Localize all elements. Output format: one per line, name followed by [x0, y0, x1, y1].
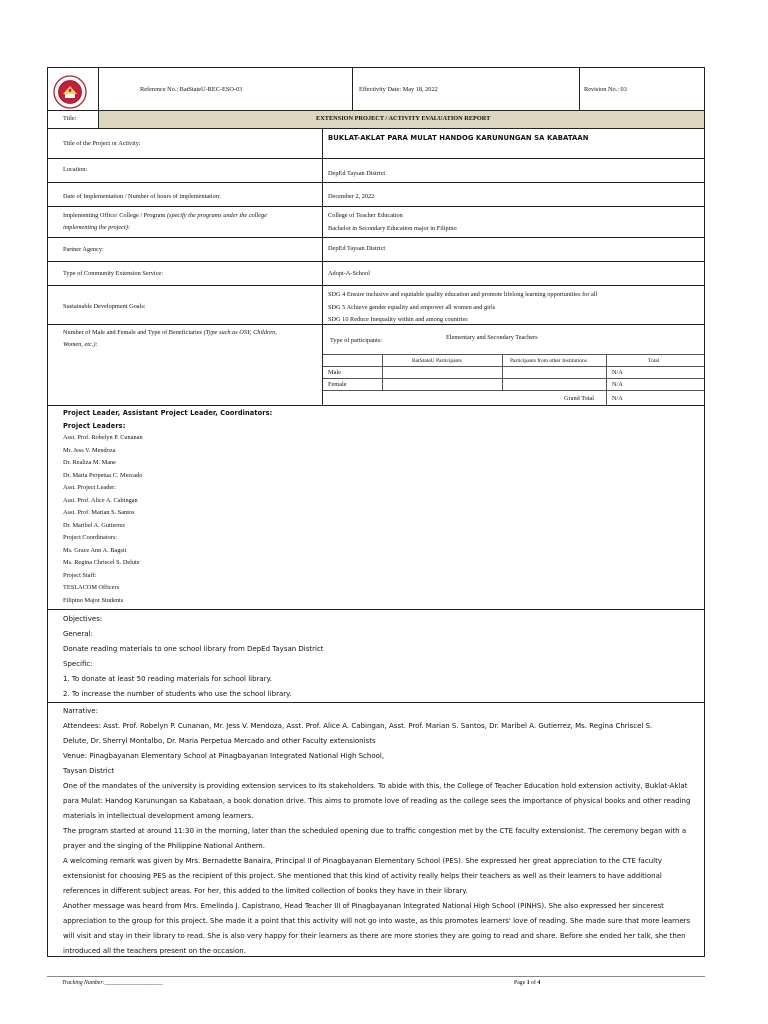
sdg-label: Sustainable Development Goals:	[63, 303, 146, 310]
leader-line: TESLACOM Officers	[63, 584, 120, 591]
title-label: Title:	[63, 115, 77, 122]
narrative-line: introduced all the teachers present on the occasion.	[63, 947, 246, 955]
participants-col-header: Total	[648, 358, 660, 364]
office-value-program: Bachelor in Secondary Education major in Filipino	[328, 225, 457, 232]
objectives-line: 2. To increase the number of students who use the school library.	[63, 690, 292, 698]
row-rule-5	[47, 261, 705, 262]
header-top-rule	[47, 67, 705, 68]
objectives-line: 1. To donate at least 50 reading materials for school library.	[63, 675, 272, 683]
participants-row-label: Female	[328, 381, 347, 388]
service-label: Type of Community Extension Service:	[63, 270, 163, 277]
narrative-line: para Mulat: Handog Karunungan sa Kabataan, a book donation drive. This aims to promote love of reading as the college sees the importance of physical books and other reading	[63, 797, 691, 805]
row-rule-1	[47, 158, 705, 159]
leader-line: Dr. Maribel A. Gutierrez	[63, 521, 126, 529]
leader-line: Ms. Regina Chriscel S. Delute	[63, 559, 140, 566]
leader-line: Mr. Jess V. Mendoza	[63, 446, 116, 454]
narrative-line: Narrative:	[63, 707, 98, 715]
narrative-line: Attendees: Asst. Prof. Robelyn P. Cunanan, Mr. Jess V. Mendoza, Asst. Prof. Alice A. Cabingan, Asst. Prof. Marian S. Santos, Dr. Maribel A. Gutierrez, Ms. Regina Chriscel S.	[63, 722, 653, 730]
row-rule-8	[47, 405, 705, 406]
header-divider-ref	[352, 67, 353, 110]
office-value-college: College of Teacher Education	[328, 212, 403, 219]
sdg-item: SDG 4 Ensure inclusive and equitable quality education and promote lifelong learning opportunities for all	[328, 291, 598, 298]
leader-line: Dr. Maria Perpetua C. Mercado	[63, 471, 143, 479]
narrative-top-rule	[47, 702, 705, 703]
header-divider-eff	[579, 67, 580, 110]
row-rule-2	[47, 182, 705, 183]
leaders-subheading: Project Leaders:	[63, 422, 126, 430]
row-rule-4	[47, 237, 705, 238]
participants-row-label: Male	[328, 369, 341, 376]
participants-rule	[323, 390, 704, 391]
leader-line: Asst. Project Leader:	[63, 484, 116, 491]
date-value: December 2, 2022	[328, 193, 375, 200]
participants-col-rule	[606, 354, 607, 405]
reference-number: Reference No.: BatStateU-REC-ESO-03	[140, 86, 243, 93]
narrative-line: A welcoming remark was given by Mrs. Bernadette Banaira, Principal II of Pinagbayanan Elementary School (PES). She expressed her great appreciation to the CTE faculty	[63, 857, 662, 865]
narrative-line: One of the mandates of the university is providing extension services to its stakeholders. To abide with this, the College of Teacher Education hold extension activity, Buklat-Aklat	[63, 782, 688, 790]
revision-number: Revision No.: 03	[584, 86, 627, 93]
participants-col-rule	[382, 354, 383, 390]
narrative-line: The program started at around 11:30 in the morning, later than the scheduled opening due to traffic congestion met by the CTE faculty extensionist. The ceremony began with a	[63, 827, 687, 835]
objectives-line: Objectives:	[63, 615, 103, 623]
leader-line: Asst. Prof. Robelyn P. Cunanan	[63, 434, 143, 441]
participants-col-header: BatStateU Participants	[412, 358, 462, 364]
footer-rule	[47, 976, 705, 977]
project-title-value: BUKLAT-AKLAT PARA MULAT HANDOG KARUNUNGAN SA KABATAAN	[328, 134, 589, 142]
partner-value: DepEd Taysan District	[328, 245, 386, 252]
participants-rule	[323, 366, 704, 367]
narrative-line: references in different subject areas. For her, this added to the limited collection of books they have in their library.	[63, 887, 468, 895]
location-label: Location:	[63, 166, 88, 173]
narrative-line: Delute, Dr. Sherryl Montalbo, Dr. Maria Perpetua Mercado and other Faculty extensionists	[63, 737, 376, 745]
objectives-line: Donate reading materials to one school library from DepEd Taysan District	[63, 645, 324, 653]
row-rule-7	[47, 324, 705, 325]
project-title-label: Title of the Project or Activity:	[63, 140, 141, 147]
university-seal-icon	[53, 75, 87, 109]
narrative-line: Venue: Pinagbayanan Elementary School at Pinagbayanan Integrated National High School,	[63, 752, 385, 760]
participants-row-total: N/A	[612, 369, 623, 376]
service-value: Adopt-A-School	[328, 270, 370, 277]
leader-line: Asst. Prof. Alice A. Cabingan	[63, 496, 138, 504]
office-label: Implementing Office/ College / Program (specify the programs under the college	[63, 212, 267, 219]
leader-line: Ms. Grace Ann A. Bagsit	[63, 546, 127, 554]
objectives-top-rule	[47, 609, 705, 610]
office-label-continued: implementing the project):	[63, 224, 130, 231]
sdg-item: SDG 5 Achieve gender equality and empower all women and girls	[328, 304, 496, 311]
sdg-item: SDG 10 Reduce Inequality within and among countries	[328, 316, 468, 323]
row-rule-3	[47, 206, 705, 207]
page-indicator: Page 1 of 4	[514, 980, 541, 986]
title-row-bottom-rule	[47, 128, 705, 129]
narrative-block	[63, 704, 690, 959]
participants-row-label: Grand Total	[564, 395, 595, 402]
narrative-line: appreciation to the group for this project. She made it a point that this activity will not go into waste, as this promotes learners' love of reading. She made sure that more learners	[63, 917, 691, 925]
participants-rule	[323, 354, 704, 355]
effectivity-date: Effectivity Date: May 18, 2022	[359, 86, 438, 93]
participants-row-total: N/A	[612, 381, 623, 388]
participants-type-value: Elementary and Secondary Teachers	[446, 334, 538, 341]
tracking-number: Tracking Number:____________________	[62, 980, 163, 986]
participants-rule	[323, 378, 704, 379]
participants-col-header: Participants from other Institutions	[510, 358, 587, 364]
frame-left-border	[47, 67, 48, 956]
narrative-line: extensionist for choosing PES as the recipient of this project. She mentioned that this kind of activity really helps their teachers as well as their learners to have additional	[63, 872, 662, 880]
objectives-line: Specific:	[63, 660, 93, 668]
leaders-heading: Project Leader, Assistant Project Leader, Coordinators:	[63, 409, 273, 417]
narrative-line: will visit and stay in their library to read. She is also very happy for their learners as there are more stories they are going to read and share. Before she ended her talk, she then	[63, 932, 686, 940]
row-rule-6	[47, 285, 705, 286]
leader-line: Project Coordinators:	[63, 534, 118, 541]
fields-column-divider	[322, 128, 323, 405]
leader-line: Dr. Realiza M. Mane	[63, 459, 116, 466]
location-value: DepEd Taysan District	[328, 170, 386, 177]
beneficiaries-label: Number of Male and Female and Type of Beneficiaries (Type such as OSY, Children,	[63, 329, 277, 336]
leader-line: Asst. Prof. Marian S. Santos	[63, 509, 135, 516]
partner-label: Partner Agency:	[63, 246, 104, 253]
beneficiaries-label-continued: Women, etc.):	[63, 341, 98, 348]
date-label: Date of Implementation / Number of hours of implementation:	[63, 193, 221, 200]
report-title: EXTENSION PROJECT / ACTIVITY EVALUATION REPORT	[316, 115, 491, 122]
frame-right-border	[704, 67, 705, 956]
narrative-line: Taysan District	[63, 767, 115, 775]
narrative-line: prayer and the singing of the Philippine National Anthem.	[63, 842, 265, 850]
leader-line: Filipino Major Students	[63, 596, 124, 604]
narrative-line: Another message was heard from Mrs. Emelinda J. Capistrano, Head Teacher III of Pinagbayanan Integrated National High School (PINHS). She also expressed her sincerest	[63, 902, 664, 910]
participants-col-rule	[502, 354, 503, 390]
leader-line: Project Staff:	[63, 571, 97, 579]
participants-type-label: Type of participants:	[330, 337, 383, 344]
objectives-line: General:	[63, 630, 93, 638]
participants-row-total: N/A	[612, 395, 623, 402]
objectives-block	[63, 612, 324, 702]
narrative-line: materials in intellectual development among learners.	[63, 812, 254, 820]
